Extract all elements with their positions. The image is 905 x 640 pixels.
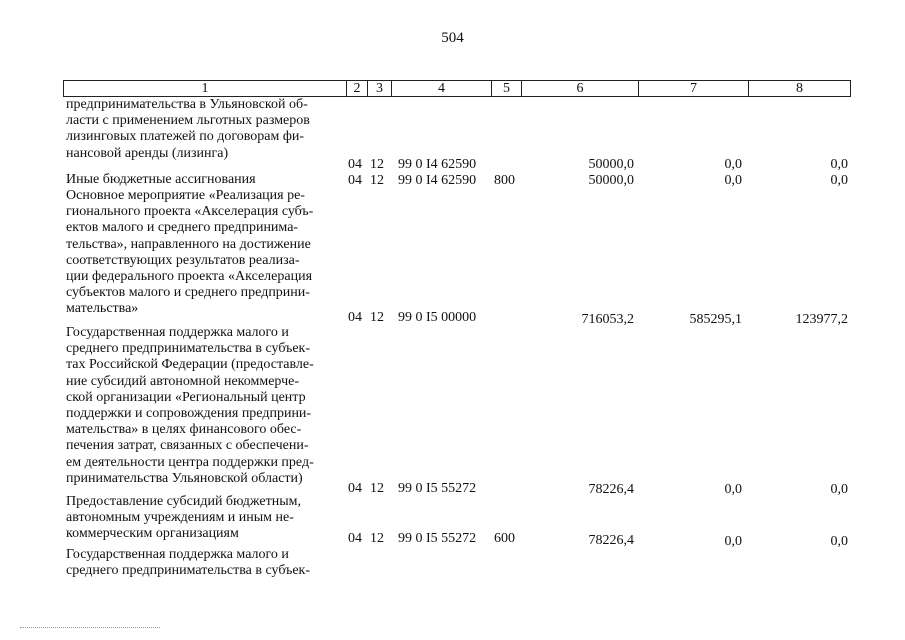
row-1-amount-col8: 0,0 — [830, 173, 848, 188]
row-4-line-2: коммерческим организациям — [66, 526, 239, 542]
row-4-subsection: 12 — [370, 531, 384, 546]
header-col-1: 1 — [64, 81, 347, 96]
row-4-section: 04 — [348, 531, 362, 546]
row-4-amount-col7: 0,0 — [724, 534, 742, 549]
row-3-target-article: 99 0 I5 55272 — [398, 481, 477, 496]
row-3-line-7: печения затрат, связанных с обеспечени- — [66, 438, 309, 454]
row-4-amount-col8: 0,0 — [830, 534, 848, 549]
row-2-line-7: мательства» — [66, 301, 139, 317]
row-3-amount-col6: 78226,4 — [588, 482, 634, 497]
row-1-amount-col6: 50000,0 — [588, 173, 634, 188]
row-2-line-6: субъектов малого и среднего предприни- — [66, 285, 310, 301]
row-1-description — [66, 172, 342, 188]
row-0-target-article: 99 0 I4 62590 — [398, 157, 477, 172]
row-2-section: 04 — [348, 310, 362, 325]
row-1-amount-col7: 0,0 — [724, 173, 742, 188]
row-4-description — [66, 494, 342, 543]
row-1-subsection: 12 — [370, 173, 384, 188]
row-2-description — [66, 188, 342, 318]
row-5-description — [66, 547, 342, 579]
row-1-line-0: Иные бюджетные ассигнования — [66, 172, 256, 187]
row-2-subsection: 12 — [370, 310, 384, 325]
row-0-line-0: предпринимательства в Ульяновской об- — [66, 97, 308, 112]
table-header — [63, 80, 851, 97]
row-2-target-article: 99 0 I5 00000 — [398, 310, 477, 325]
row-3-line-0: Государственная поддержка малого и — [66, 325, 289, 340]
row-3-line-4: ской организации «Региональный центр — [66, 389, 306, 405]
row-1-expense-type: 800 — [494, 173, 515, 188]
row-3-line-9: принимательства Ульяновской области) — [66, 470, 303, 486]
row-1-target-article: 99 0 I4 62590 — [398, 173, 477, 188]
row-2-amount-col8: 123977,2 — [795, 312, 848, 327]
row-0-subsection: 12 — [370, 157, 384, 172]
row-3-amount-col8: 0,0 — [830, 482, 848, 497]
row-3-amount-col7: 0,0 — [724, 482, 742, 497]
row-2-amount-col6: 716053,2 — [581, 312, 634, 327]
row-3-description — [66, 325, 342, 487]
row-0-line-3: нансовой аренды (лизинга) — [66, 145, 229, 161]
header-col-7: 7 — [639, 81, 749, 96]
row-3-line-1: среднего предпринимательства в субъек- — [66, 341, 311, 357]
row-4-line-0: Предоставление субсидий бюджетным, — [66, 494, 302, 509]
row-3-section: 04 — [348, 481, 362, 496]
header-col-2: 2 — [347, 81, 368, 96]
row-4-target-article: 99 0 I5 55272 — [398, 531, 477, 546]
row-0-description — [66, 97, 342, 162]
row-3-line-2: тах Российской Федерации (предоставле- — [66, 357, 314, 373]
row-0-line-2: лизинговых платежей по договорам фи- — [66, 129, 305, 145]
row-1-section: 04 — [348, 173, 362, 188]
row-2-amount-col7: 585295,1 — [689, 312, 742, 327]
row-0-line-1: ласти с применением льготных размеров — [66, 113, 310, 129]
row-5-line-0: Государственная поддержка малого и — [66, 547, 289, 562]
row-3-line-3: ние субсидий автономной некоммерче- — [66, 373, 299, 389]
row-2-line-5: ции федерального проекта «Акселерация — [66, 269, 313, 285]
row-0-amount-col6: 50000,0 — [588, 157, 634, 172]
row-3-subsection: 12 — [370, 481, 384, 496]
header-col-8: 8 — [796, 81, 803, 96]
header-col-4: 4 — [392, 81, 492, 96]
row-3-line-8: ем деятельности центра поддержки пред- — [66, 454, 314, 470]
row-3-line-6: мательства» в целях финансового обес- — [66, 422, 302, 438]
header-col-6: 6 — [522, 81, 639, 96]
header-col-3: 3 — [368, 81, 392, 96]
row-0-amount-col8: 0,0 — [830, 157, 848, 172]
row-5-line-1: среднего предпринимательства в субъек- — [66, 563, 311, 579]
row-2-line-0: Основное мероприятие «Реализация ре- — [66, 188, 305, 203]
page-number: 504 — [441, 30, 464, 46]
row-3-line-5: поддержки и сопровождения предприни- — [66, 406, 312, 422]
row-2-line-3: тельства», направленного на достижение — [66, 236, 311, 252]
row-2-line-2: ектов малого и среднего предпринима- — [66, 220, 299, 236]
header-col-5: 5 — [492, 81, 522, 96]
row-2-line-1: гионального проекта «Акселерация субъ- — [66, 204, 314, 220]
row-4-line-1: автономным учреждениям и иным не- — [66, 510, 294, 526]
footer-rule — [20, 627, 160, 628]
row-0-section: 04 — [348, 157, 362, 172]
row-0-amount-col7: 0,0 — [724, 157, 742, 172]
row-4-amount-col6: 78226,4 — [588, 533, 634, 548]
row-2-line-4: соответствующих результатов реализа- — [66, 252, 300, 268]
row-4-expense-type: 600 — [494, 531, 515, 546]
